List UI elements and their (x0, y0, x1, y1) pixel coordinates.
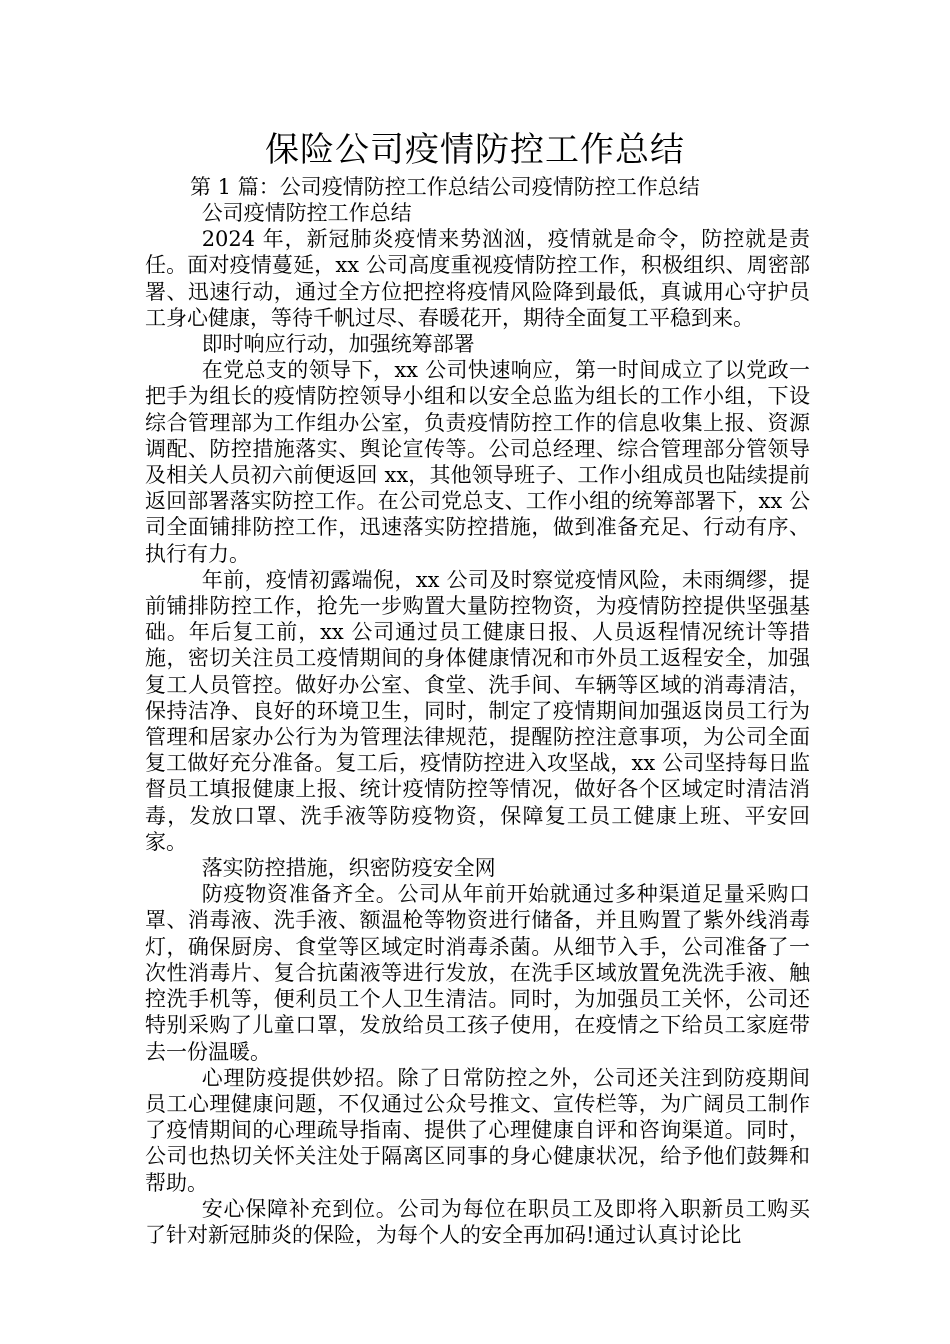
document-body (145, 200, 810, 1248)
paragraph: 心理防疫提供妙招。除了日常防控之外，公司还关注到防疫期间员工心理健康问题，不仅通过公众号推文、宣传栏等，为广阔员工制作了疫情期间的心理疏导指南、提供了心理健康自评和咨询渠道。同时，公司也热切关怀关注处于隔离区同事的身心健康状况，给予他们鼓舞和帮助。 (145, 1065, 810, 1195)
paragraph: 在党总支的领导下，xx 公司快速响应，第一时间成立了以党政一把手为组长的疫情防控领导小组和以安全总监为组长的工作小组，下设综合管理部为工作组办公室，负责疫情防控工作的信息收集上报、资源调配、防控措施落实、舆论宣传等。公司总经理、综合管理部分管领导及相关人员初六前便返回 xx，其他领导班子、工作小组成员也陆续提前返回部署落实防控工作。在公司党总支、工作小组的统筹部署下，xx 公司全面铺排防控工作，迅速落实防控措施，做到准备充足、行动有序、执行有力。 (145, 358, 810, 566)
paragraph: 年前，疫情初露端倪，xx 公司及时察觉疫情风险，未雨绸缪，提前铺排防控工作，抢先一步购置大量防控物资，为疫情防控提供坚强基础。年后复工前，xx 公司通过员工健康日报、人员返程情况统计等措施，密切关注员工疫情期间的身体健康情况和市外员工返程安全，加强复工人员管控。做好办公室、食堂、洗手间、车辆等区域的消毒清洁，保持洁净、良好的环境卫生，同时，制定了疫情期间加强返岗员工行为管理和居家办公行为为管理法律规范，提醒防控注意事项，为公司全面复工做好充分准备。复工后，疫情防控进入攻坚战，xx 公司坚持每日监督员工填报健康上报、统计疫情防控等情况，做好各个区域定时清洁消毒，发放口罩、洗手液等防疫物资，保障复工员工健康上班、平安回家。 (145, 567, 810, 854)
paragraph: 防疫物资准备齐全。公司从年前开始就通过多种渠道足量采购口罩、消毒液、洗手液、额温枪等物资进行储备，并且购置了紫外线消毒灯，确保厨房、食堂等区域定时消毒杀菌。从细节入手，公司准备了一次性消毒片、复合抗菌液等进行发放，在洗手区域放置免洗洗手液、触控洗手机等，便利员工个人卫生清洁。同时，为加强员工关怀，公司还特别采购了儿童口罩，发放给员工孩子使用，在疫情之下给员工家庭带去一份温暖。 (145, 882, 810, 1064)
section-heading: 落实防控措施，织密防疫安全网 (201, 856, 496, 881)
paragraph: 2024 年，新冠肺炎疫情来势汹汹，疫情就是命令，防控就是责任。面对疫情蔓延，xx 公司高度重视疫情防控工作，积极组织、周密部署、迅速行动，通过全方位把控将疫情风险降到最低，真诚用心守护员工身心健康，等待千帆过尽、春暖花开，期待全面复工平稳到来。 (145, 227, 810, 330)
paragraph: 安心保障补充到位。公司为每位在职员工及即将入职新员工购买了针对新冠肺炎的保险，为每个人的安全再加码!通过认真讨论比 (145, 1196, 810, 1247)
document-subtitle: 第 1 篇：公司疫情防控工作总结公司疫情防控工作总结 (190, 175, 700, 199)
document-title: 保险公司疫情防控工作总结 (265, 130, 685, 170)
section-heading: 公司疫情防控工作总结 (201, 201, 412, 225)
section-heading: 即时响应行动，加强统筹部署 (201, 332, 475, 357)
